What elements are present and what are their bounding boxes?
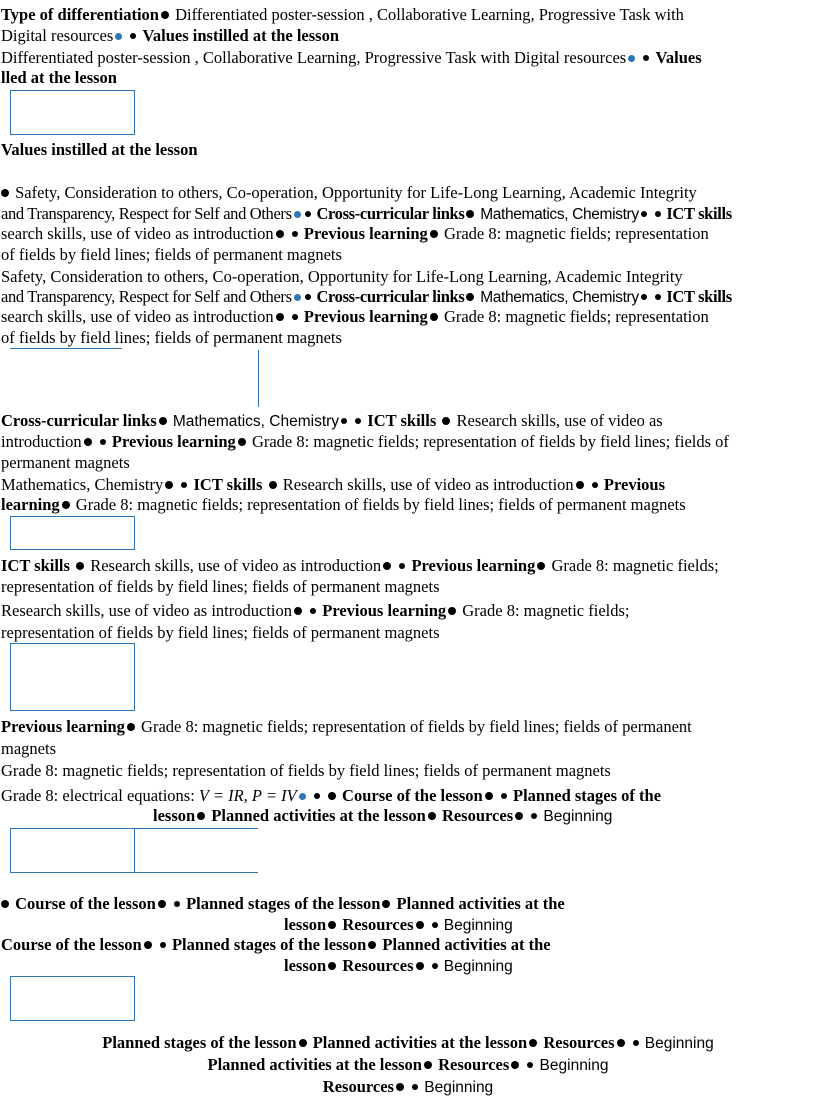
- course-heading: Course of the lesson: [1, 935, 142, 954]
- bullet-icon: [305, 294, 311, 300]
- bullet-icon: [181, 482, 187, 488]
- ict-line-2: representation of fields by field lines; fields of permanent magnets: [1, 577, 440, 596]
- beginning-label: Beginning: [443, 917, 513, 934]
- cross-text: Mathematics, Chemistry: [1, 475, 164, 494]
- previous-learning-text-a: Grade 8: magnetic fields;: [462, 601, 630, 620]
- table-cell-frame: [10, 516, 135, 550]
- bullet-icon: [127, 723, 135, 731]
- bullet-icon: [416, 921, 424, 929]
- table-cell-frame: [10, 976, 135, 1021]
- bullet-icon: [382, 900, 390, 908]
- previous-learning-text-a: Grade 8: magnetic fields;: [551, 556, 719, 575]
- course-heading: Course of the lesson: [342, 786, 483, 805]
- values-line-3: [1, 223, 816, 244]
- stages-line: [0, 1032, 816, 1054]
- values-section-heading: Values instilled at the lesson: [1, 140, 198, 159]
- bullet-icon: [299, 1039, 307, 1047]
- table-border-line: [258, 350, 259, 407]
- bullet-icon: [430, 230, 438, 238]
- blue-bullet-icon: [628, 55, 635, 62]
- bullet-icon: [511, 1061, 519, 1069]
- values-repeat-line-1: Safety, Consideration to others, Co-operation, Opportunity for Life-Long Learning, Academic Integrity: [1, 267, 683, 286]
- beginning-label: Beginning: [443, 958, 513, 975]
- resources-heading: Resources: [342, 956, 414, 975]
- bullet-icon: [328, 962, 336, 970]
- bullet-icon: [161, 11, 169, 19]
- values-text-3: search skills, use of video as introduction: [1, 224, 274, 243]
- bullet-icon: [633, 1040, 639, 1046]
- differentiation-text-cont: Digital resources: [1, 26, 114, 45]
- bullet-icon: [238, 438, 246, 446]
- bullet-icon: [442, 417, 450, 425]
- bullet-icon: [130, 33, 136, 39]
- previous-line-2: magnets: [1, 739, 56, 758]
- course-block-2-line-2: [284, 955, 816, 977]
- ict-text: Research skills, use of video as introduction: [1, 601, 292, 620]
- resources-line: [0, 1076, 816, 1098]
- cross-text: Mathematics, Chemistry: [172, 413, 340, 430]
- table-border-line: [135, 872, 258, 873]
- activities-a: Planned activities at the: [382, 935, 551, 954]
- bullet-icon: [399, 563, 405, 569]
- ict-text-cont: introduction: [1, 432, 82, 451]
- values-repeat-text-3: search skills, use of video as introduction: [1, 307, 274, 326]
- activities-line: [0, 1054, 816, 1076]
- bullet-icon: [501, 793, 507, 799]
- bullet-icon: [412, 1084, 418, 1090]
- values-repeat-line-2: [1, 286, 816, 308]
- previous-learning-heading: Previous learning: [303, 224, 428, 243]
- differentiation-repeat-text: Differentiated poster-session , Collaborative Learning, Progressive Task with Digital resources: [1, 48, 627, 67]
- ict-heading: ICT skills: [666, 287, 732, 306]
- bullet-icon: [655, 211, 661, 217]
- previous-learning-heading: Previous learning: [303, 307, 428, 326]
- resources-heading: Resources: [322, 1077, 394, 1096]
- resources-heading: Resources: [342, 915, 414, 934]
- values-text-1: Safety, Consideration to others, Co-operation, Opportunity for Life-Long Learning, Academic Integrity: [15, 183, 697, 202]
- differentiation-line-2: [1, 25, 816, 46]
- bullet-icon: [159, 417, 167, 425]
- stages-cont: lesson: [153, 806, 196, 825]
- ict-text: Research skills, use of video as introduction: [282, 475, 574, 494]
- bullet-icon: [292, 231, 298, 237]
- cross-curricular-text: Mathematics, Chemistry: [480, 206, 639, 223]
- stages-full: Planned stages of the lesson: [171, 935, 367, 954]
- table-cell-frame: [10, 643, 135, 711]
- bullet-icon: [432, 963, 438, 969]
- beginning-label: Beginning: [644, 1035, 714, 1052]
- bullet-icon: [355, 418, 361, 424]
- bullet-icon: [368, 941, 376, 949]
- beginning-label: Beginning: [539, 1057, 609, 1074]
- bullet-icon: [269, 481, 277, 489]
- previous-learning-heading: Previous learning: [1, 717, 125, 736]
- bullet-icon: [328, 921, 336, 929]
- previous-learning-text-a: Grade 8: magnetic fields; representation of fields by field lines; fields of permanent: [141, 717, 692, 736]
- bullet-icon: [197, 812, 205, 820]
- bullet-icon: [328, 792, 336, 800]
- learning-word: learning: [1, 495, 60, 514]
- previous-learning-heading: Previous learning: [411, 556, 536, 575]
- ict-heading: ICT skills: [666, 204, 732, 223]
- differentiation-line: [1, 4, 816, 25]
- values-fragment-cont: lled at the lesson: [1, 68, 117, 87]
- bullet-icon: [341, 418, 347, 424]
- bullet-icon: [383, 562, 391, 570]
- bullet-icon: [62, 501, 70, 509]
- values-fragment: Values: [655, 48, 702, 67]
- bullet-icon: [432, 922, 438, 928]
- bullet-icon: [314, 793, 320, 799]
- ict-heading: ICT skills: [367, 411, 437, 430]
- blue-bullet-icon: [294, 211, 301, 218]
- differentiation-heading: Type of differentiation: [1, 5, 159, 24]
- blue-bullet-icon: [115, 33, 122, 40]
- bullet-icon: [292, 314, 298, 320]
- bullet-icon: [466, 210, 474, 218]
- previous-learning-text: Grade 8: magnetic fields; representation: [443, 224, 709, 243]
- previous-learning-heading: Previous learning: [322, 601, 447, 620]
- cross-curricular-text: Mathematics, Chemistry: [480, 289, 639, 306]
- bullet-icon: [430, 313, 438, 321]
- cross-heading: Cross-curricular links: [1, 411, 157, 430]
- cross-line-2: [1, 431, 816, 452]
- bullet-icon: [396, 1083, 404, 1091]
- bullet-icon: [576, 481, 584, 489]
- electrical-line: [1, 785, 816, 806]
- bullet-icon: [592, 482, 598, 488]
- ict-line-1: [1, 555, 816, 576]
- electrical-prefix: Grade 8: electrical equations:: [1, 786, 195, 805]
- resources-heading: Resources: [543, 1033, 615, 1052]
- bullet-icon: [100, 439, 106, 445]
- cross-curricular-heading: Cross-curricular links: [316, 204, 465, 223]
- bullet-icon: [165, 481, 173, 489]
- bullet-icon: [276, 313, 284, 321]
- ict-heading: ICT skills: [193, 475, 263, 494]
- bullet-icon: [537, 562, 545, 570]
- beginning-label: Beginning: [543, 808, 613, 825]
- bullet-icon: [617, 1039, 625, 1047]
- bullet-icon: [416, 962, 424, 970]
- resources-heading: Resources: [441, 806, 514, 825]
- activities-heading: Planned activities at the lesson: [207, 1055, 422, 1074]
- course-block-1-line-1: [1, 893, 816, 914]
- course-block-1-line-2: [284, 914, 816, 936]
- bullet-icon: [515, 812, 523, 820]
- activities-a: Planned activities at the: [396, 894, 565, 913]
- values-heading: Values instilled at the lesson: [142, 26, 340, 45]
- previous-line-1: [1, 716, 816, 737]
- bullet-icon: [174, 901, 180, 907]
- ict-heading: ICT skills: [1, 556, 70, 575]
- values-text-2: and Transparency, Respect for Self and Others: [1, 204, 292, 223]
- activities-b: lesson: [284, 915, 327, 934]
- bullet-icon: [643, 55, 649, 61]
- previous-learning-text: Grade 8: magnetic fields; representation: [443, 307, 709, 326]
- bullet-icon: [294, 607, 302, 615]
- resources-heading: Resources: [438, 1055, 510, 1074]
- ict-text: Research skills, use of video as: [456, 411, 663, 430]
- bullet-icon: [144, 941, 152, 949]
- ict-repeat-line-2: representation of fields by field lines; fields of permanent magnets: [1, 623, 440, 642]
- bullet-icon: [1, 189, 9, 197]
- cross-repeat-line-2: [1, 494, 816, 515]
- bullet-icon: [310, 608, 316, 614]
- beginning-label: Beginning: [424, 1079, 494, 1096]
- stages-full: Planned stages of the lesson: [102, 1033, 297, 1052]
- cross-curricular-heading: Cross-curricular links: [316, 287, 465, 306]
- values-repeat-line-3: [1, 306, 816, 327]
- cross-line-3: permanent magnets: [1, 453, 130, 472]
- blue-bullet-icon: [299, 793, 306, 800]
- bullet-icon: [158, 900, 166, 908]
- equation-text: V = IR, P = IV: [198, 786, 297, 805]
- ict-text: Research skills, use of video as introduction: [90, 556, 382, 575]
- cross-line-1: [1, 410, 816, 432]
- bullet-icon: [641, 294, 647, 300]
- previous-learning-text: Grade 8: magnetic fields; representation of fields by field lines; fields of permanent magnets: [75, 495, 686, 514]
- bullet-icon: [84, 438, 92, 446]
- bullet-icon: [485, 792, 493, 800]
- cross-repeat-line-1: [1, 474, 816, 495]
- activities-heading: Planned activities at the lesson: [211, 806, 426, 825]
- bullet-icon: [424, 1061, 432, 1069]
- bullet-icon: [305, 211, 311, 217]
- bullet-icon: [1, 900, 9, 908]
- table-cell-frame: [10, 90, 135, 135]
- bullet-icon: [76, 562, 84, 570]
- bullet-icon: [448, 607, 456, 615]
- course-block-2-line-1: [1, 934, 816, 955]
- differentiation-repeat-line-2: [1, 67, 816, 88]
- previous-learning-heading: Previous learning: [111, 432, 236, 451]
- table-border-line: [135, 828, 258, 829]
- differentiation-text: Differentiated poster-session , Collaborative Learning, Progressive Task with: [175, 5, 684, 24]
- activities-b: lesson: [284, 956, 327, 975]
- stages-full: Planned stages of the lesson: [186, 894, 381, 913]
- values-repeat-text-2: and Transparency, Respect for Self and Others: [1, 287, 292, 306]
- course-line-2: [153, 805, 816, 827]
- bullet-icon: [428, 812, 436, 820]
- bullet-icon: [466, 293, 474, 301]
- bullet-icon: [160, 942, 166, 948]
- bullet-icon: [531, 813, 537, 819]
- blue-bullet-icon: [294, 294, 301, 301]
- differentiation-repeat-line: [1, 47, 816, 68]
- activities-heading: Planned activities at the lesson: [312, 1033, 528, 1052]
- previous-repeat-line: Grade 8: magnetic fields; representation of fields by field lines; fields of permanent magnets: [1, 761, 611, 780]
- values-line-4: of fields by field lines; fields of permanent magnets: [1, 245, 342, 264]
- values-repeat-line-4: of fields by field lines; fields of permanent magnets: [1, 328, 342, 347]
- values-line-2: [1, 203, 816, 225]
- bullet-icon: [641, 211, 647, 217]
- bullet-icon: [276, 230, 284, 238]
- previous-learning-text: Grade 8: magnetic fields; representation of fields by field lines; fields of: [251, 432, 729, 451]
- stages-heading: Planned stages of the: [512, 786, 662, 805]
- bullet-icon: [655, 294, 661, 300]
- previous-word: Previous: [603, 475, 666, 494]
- course-heading: Course of the lesson: [15, 894, 156, 913]
- table-border-line: [10, 348, 122, 349]
- table-cell-frame: [10, 828, 135, 873]
- values-line-1: [1, 182, 816, 203]
- bullet-icon: [527, 1062, 533, 1068]
- ict-repeat-line-1: [1, 600, 816, 621]
- bullet-icon: [529, 1039, 537, 1047]
